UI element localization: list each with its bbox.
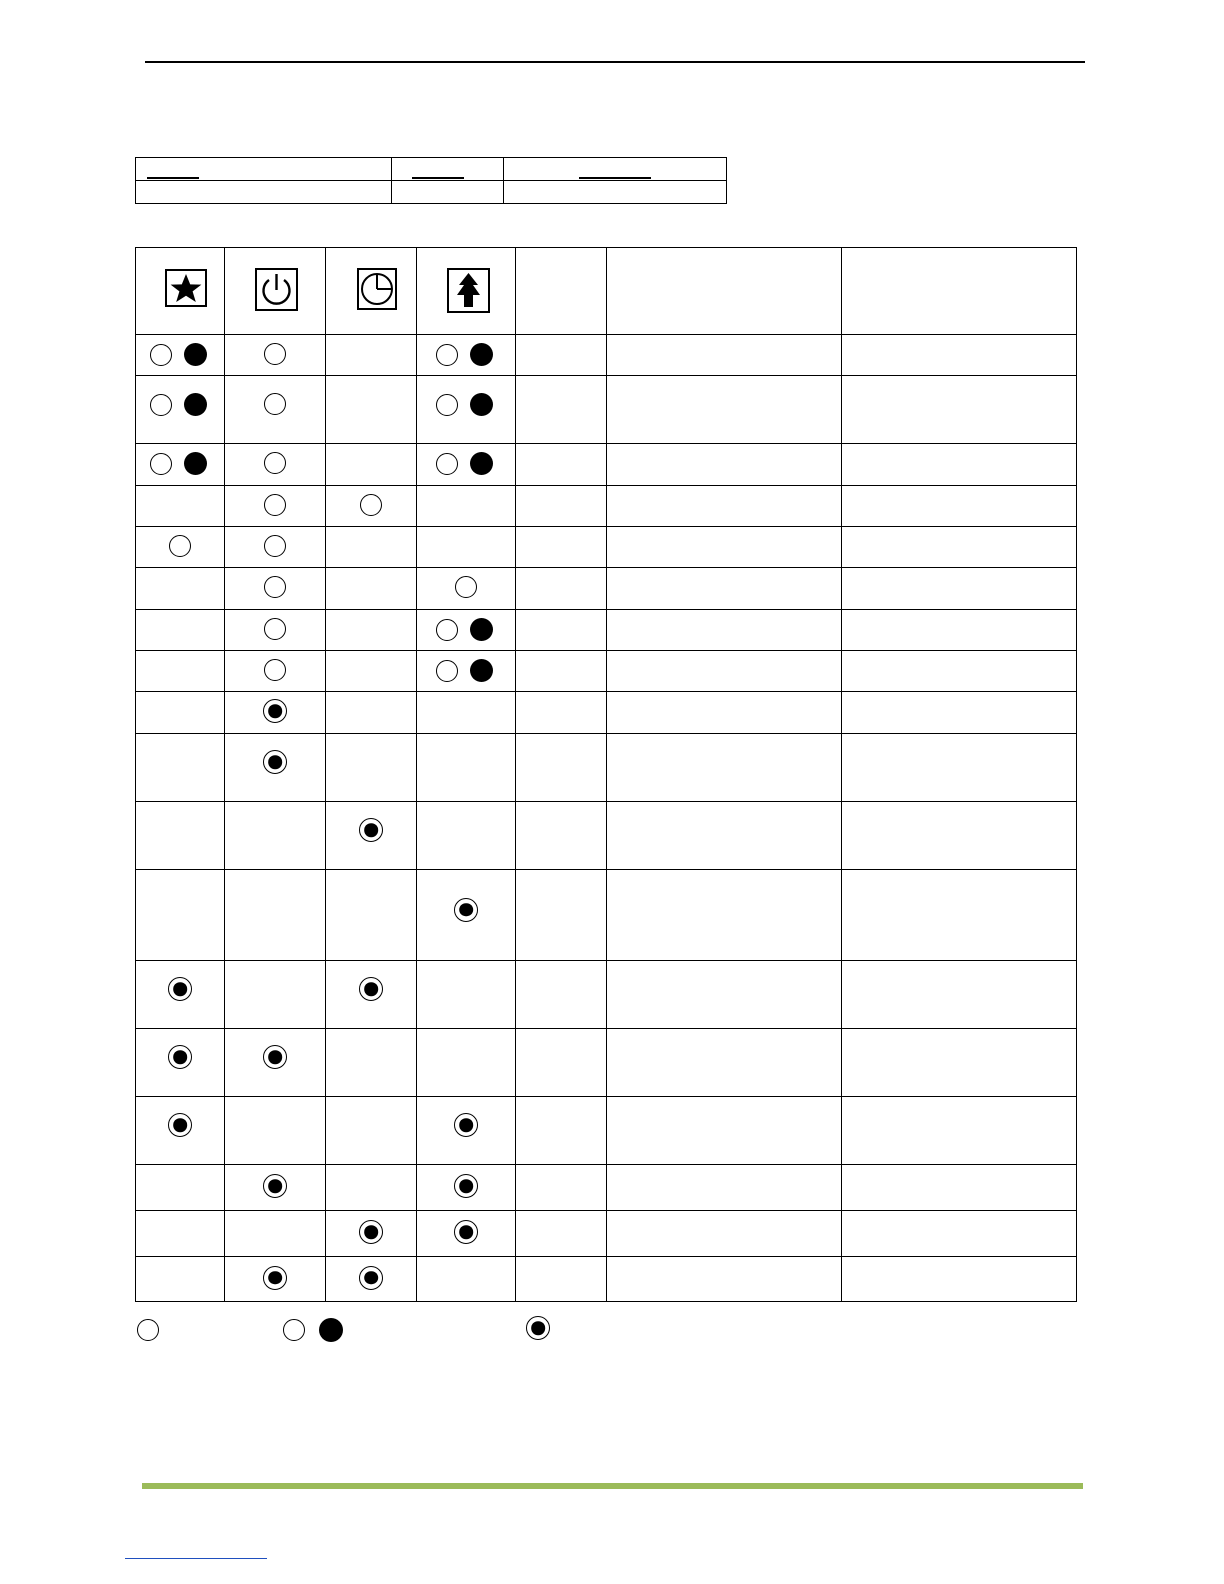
- table-row: [136, 181, 727, 204]
- table-cell: [607, 444, 842, 486]
- indicator-cell-power: [225, 1211, 326, 1257]
- table-row: [136, 444, 1077, 486]
- indicator-cell-star: [136, 734, 225, 802]
- indicator-cell-star: [136, 335, 225, 376]
- indicator-cell-clock: [326, 1097, 417, 1165]
- table-cell: [136, 181, 392, 204]
- header-cell-star: [136, 248, 225, 335]
- table-cell: [392, 181, 504, 204]
- indicator-cell-star: [136, 1029, 225, 1097]
- table-cell: [504, 181, 727, 204]
- indicator-cell-tree: [417, 1097, 516, 1165]
- table-row: [136, 734, 1077, 802]
- indicator-cell-power: [225, 1097, 326, 1165]
- star-icon: [165, 269, 207, 307]
- indicator-cell-power: [225, 376, 326, 444]
- indicator-cell-star: [136, 568, 225, 610]
- table-cell: [842, 692, 1077, 734]
- table-cell: [516, 802, 607, 870]
- indicator-cell-clock: [326, 734, 417, 802]
- table-cell: [607, 486, 842, 527]
- table-cell: [607, 335, 842, 376]
- table-row: [136, 610, 1077, 651]
- table-cell: [842, 486, 1077, 527]
- indicator-cell-tree: [417, 444, 516, 486]
- table-cell: [607, 1165, 842, 1211]
- table-row: [136, 568, 1077, 610]
- table-row: [136, 1211, 1077, 1257]
- table-cell: [516, 734, 607, 802]
- table-cell: [607, 802, 842, 870]
- indicator-cell-clock: [326, 961, 417, 1029]
- indicator-cell-star: [136, 527, 225, 568]
- indicator-cell-tree: [417, 692, 516, 734]
- indicator-cell-star: [136, 961, 225, 1029]
- footer-link-underline: [125, 1558, 267, 1559]
- table-cell: [516, 486, 607, 527]
- table-cell: [516, 610, 607, 651]
- table-cell: [607, 1211, 842, 1257]
- table-cell: [607, 1029, 842, 1097]
- table-cell: [516, 527, 607, 568]
- table-cell: [607, 734, 842, 802]
- indicator-cell-star: [136, 1097, 225, 1165]
- table-cell: [136, 158, 392, 181]
- table-cell: [842, 734, 1077, 802]
- table-row: [136, 961, 1077, 1029]
- table-row: [136, 527, 1077, 568]
- indicator-cell-power: [225, 692, 326, 734]
- table-cell: [392, 158, 504, 181]
- table-cell: [842, 1097, 1077, 1165]
- table-row: [136, 1097, 1077, 1165]
- indicator-cell-star: [136, 486, 225, 527]
- indicator-cell-power: [225, 1165, 326, 1211]
- table-cell: [842, 568, 1077, 610]
- table-row: [136, 1165, 1077, 1211]
- table-cell: [516, 651, 607, 692]
- indicator-cell-star: [136, 376, 225, 444]
- indicator-cell-star: [136, 1257, 225, 1302]
- indicator-cell-star: [136, 610, 225, 651]
- indicator-cell-power: [225, 610, 326, 651]
- header-rule: [145, 61, 1085, 63]
- indicator-cell-clock: [326, 870, 417, 961]
- table-row: [136, 376, 1077, 444]
- indicator-cell-clock: [326, 568, 417, 610]
- indicator-cell-clock: [326, 335, 417, 376]
- table-cell: [607, 568, 842, 610]
- header-cell-power: [225, 248, 326, 335]
- table-cell: [607, 692, 842, 734]
- table-cell: [842, 651, 1077, 692]
- indicator-cell-tree: [417, 527, 516, 568]
- table-row: [136, 335, 1077, 376]
- table-cell: [842, 802, 1077, 870]
- indicator-cell-tree: [417, 651, 516, 692]
- table-cell: [516, 1257, 607, 1302]
- indicator-cell-tree: [417, 1029, 516, 1097]
- indicator-cell-clock: [326, 1029, 417, 1097]
- table-row: [136, 486, 1077, 527]
- table-row: [136, 651, 1077, 692]
- indicator-cell-tree: [417, 610, 516, 651]
- indicator-cell-star: [136, 444, 225, 486]
- table-cell: [842, 1257, 1077, 1302]
- table-row: [136, 1257, 1077, 1302]
- table-cell: [516, 1165, 607, 1211]
- indicator-cell-power: [225, 568, 326, 610]
- table-row: [136, 870, 1077, 961]
- table-cell: [842, 610, 1077, 651]
- indicator-cell-power: [225, 527, 326, 568]
- table-cell: [842, 444, 1077, 486]
- table-cell: [842, 376, 1077, 444]
- table-cell: [504, 158, 727, 181]
- indicator-cell-tree: [417, 1165, 516, 1211]
- table-cell: [516, 870, 607, 961]
- header-cell-empty: [516, 248, 607, 335]
- table-cell: [516, 1029, 607, 1097]
- indicator-cell-power: [225, 444, 326, 486]
- indicator-cell-tree: [417, 376, 516, 444]
- indicator-cell-star: [136, 870, 225, 961]
- indicator-cell-clock: [326, 802, 417, 870]
- indicator-cell-star: [136, 651, 225, 692]
- indicator-cell-tree: [417, 734, 516, 802]
- indicator-cell-power: [225, 651, 326, 692]
- table-cell: [607, 376, 842, 444]
- indicator-cell-power: [225, 486, 326, 527]
- indicator-cell-clock: [326, 444, 417, 486]
- table-row: [136, 692, 1077, 734]
- legend-on-indicator: [526, 1316, 550, 1340]
- footer-rule: [142, 1483, 1083, 1489]
- indicator-cell-tree: [417, 486, 516, 527]
- indicator-cell-tree: [417, 1211, 516, 1257]
- indicator-cell-star: [136, 692, 225, 734]
- indicator-cell-star: [136, 1211, 225, 1257]
- indicator-cell-clock: [326, 1211, 417, 1257]
- indicator-cell-power: [225, 870, 326, 961]
- clock-icon: [357, 268, 397, 310]
- table-cell: [516, 335, 607, 376]
- indicator-cell-clock: [326, 651, 417, 692]
- table-row: [136, 158, 727, 181]
- table-cell: [842, 1165, 1077, 1211]
- header-cell-clock: [326, 248, 417, 335]
- indicator-cell-clock: [326, 376, 417, 444]
- table-cell: [607, 870, 842, 961]
- indicator-cell-power: [225, 1257, 326, 1302]
- indicator-cell-clock: [326, 1165, 417, 1211]
- table-row: [136, 802, 1077, 870]
- indicator-cell-tree: [417, 802, 516, 870]
- header-cell-tree: [417, 248, 516, 335]
- indicator-cell-power: [225, 335, 326, 376]
- indicator-cell-star: [136, 1165, 225, 1211]
- table-cell: [842, 870, 1077, 961]
- table-cell: [516, 692, 607, 734]
- table-cell: [607, 1257, 842, 1302]
- table-cell: [607, 610, 842, 651]
- led-status-table: [135, 247, 1077, 1302]
- table-cell: [842, 961, 1077, 1029]
- indicator-cell-tree: [417, 961, 516, 1029]
- table-cell: [516, 568, 607, 610]
- header-cell-empty: [607, 248, 842, 335]
- indicator-cell-tree: [417, 335, 516, 376]
- table-cell: [842, 335, 1077, 376]
- header-cell-empty: [842, 248, 1077, 335]
- indicator-cell-tree: [417, 1257, 516, 1302]
- table-cell: [516, 1211, 607, 1257]
- table-cell: [607, 651, 842, 692]
- tree-icon: [447, 268, 490, 313]
- indicator-cell-clock: [326, 486, 417, 527]
- indicator-cell-tree: [417, 870, 516, 961]
- table-cell: [607, 961, 842, 1029]
- indicator-cell-power: [225, 961, 326, 1029]
- document-header-table: [135, 157, 727, 204]
- indicator-cell-clock: [326, 692, 417, 734]
- table-cell: [516, 961, 607, 1029]
- table-row: [136, 1029, 1077, 1097]
- indicator-cell-clock: [326, 527, 417, 568]
- table-cell: [607, 527, 842, 568]
- legend-blink-indicator-open: [283, 1319, 305, 1341]
- table-cell: [842, 1211, 1077, 1257]
- table-cell: [516, 376, 607, 444]
- indicator-cell-clock: [326, 1257, 417, 1302]
- indicator-cell-tree: [417, 568, 516, 610]
- table-cell: [842, 527, 1077, 568]
- table-cell: [516, 444, 607, 486]
- indicator-cell-power: [225, 802, 326, 870]
- indicator-cell-clock: [326, 610, 417, 651]
- indicator-cell-star: [136, 802, 225, 870]
- legend-blink-indicator-filled: [319, 1318, 343, 1342]
- indicator-cell-power: [225, 1029, 326, 1097]
- power-icon: [255, 268, 298, 311]
- table-cell: [842, 1029, 1077, 1097]
- legend-off-indicator: [137, 1319, 159, 1341]
- table-cell: [607, 1097, 842, 1165]
- table-cell: [516, 1097, 607, 1165]
- table-header-row: [136, 248, 1077, 335]
- indicator-cell-power: [225, 734, 326, 802]
